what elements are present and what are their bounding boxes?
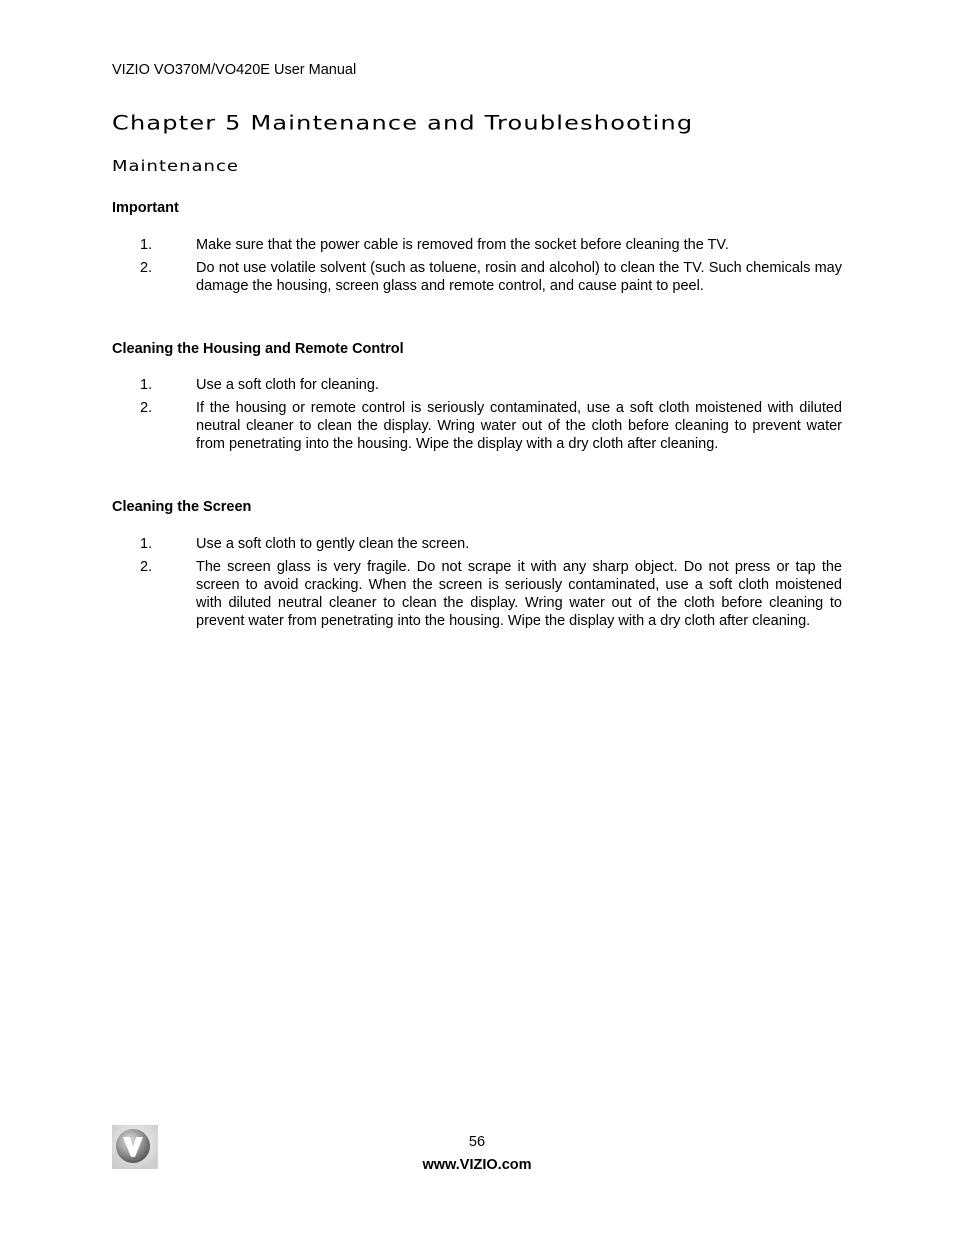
list-item [112,399,842,453]
list-item-text: Do not use volatile solvent (such as toluene, rosin and alcohol) to clean the TV. Such chemicals may damage the housing, screen glass and remote control, and cause paint to peel. [196,260,842,294]
screen-heading: Cleaning the Screen [112,499,252,515]
list-item [112,259,842,295]
screen-list [112,535,842,635]
website-link[interactable]: www.VIZIO.com [422,1157,532,1173]
chapter-title: Chapter 5 Maintenance and Troubleshooting [112,111,694,135]
list-item-number: 2. [140,559,153,575]
running-header: VIZIO VO370M/VO420E User Manual [112,62,357,78]
list-item-number: 1. [140,237,153,253]
housing-heading: Cleaning the Housing and Remote Control [112,341,404,357]
page-number: 56 [468,1134,486,1150]
list-item-number: 2. [140,260,153,276]
housing-list [112,376,842,458]
list-item-text: The screen glass is very fragile. Do not scrape it with any sharp object. Do not press or tap the screen to avoid cracking. When the screen is seriously contaminated, use a soft cloth moistened with diluted neutral cleaner to clean the display. Wring water out of the cloth before cleaning to prevent water from penetrating into the housing. Wipe the display with a dry cloth after cleaning. [196,559,842,629]
list-item-number: 1. [140,536,153,552]
list-item [112,236,842,254]
section-title: Maintenance [112,157,239,176]
important-heading: Important [112,200,179,216]
list-item [112,376,842,394]
list-item-text: Use a soft cloth for cleaning. [196,377,379,393]
list-item [112,558,842,630]
list-item-text: Make sure that the power cable is removed from the socket before cleaning the TV. [196,237,729,253]
list-item [112,535,842,553]
list-item-text: Use a soft cloth to gently clean the screen. [196,536,470,552]
list-item-number: 2. [140,400,153,416]
important-list [112,236,842,300]
list-item-text: If the housing or remote control is seriously contaminated, use a soft cloth moistened with diluted neutral cleaner to clean the display. Wring water out of the cloth before cleaning to prevent water from penetrating into the housing. Wipe the display with a dry cloth after cleaning. [196,400,842,452]
list-item-number: 1. [140,377,153,393]
